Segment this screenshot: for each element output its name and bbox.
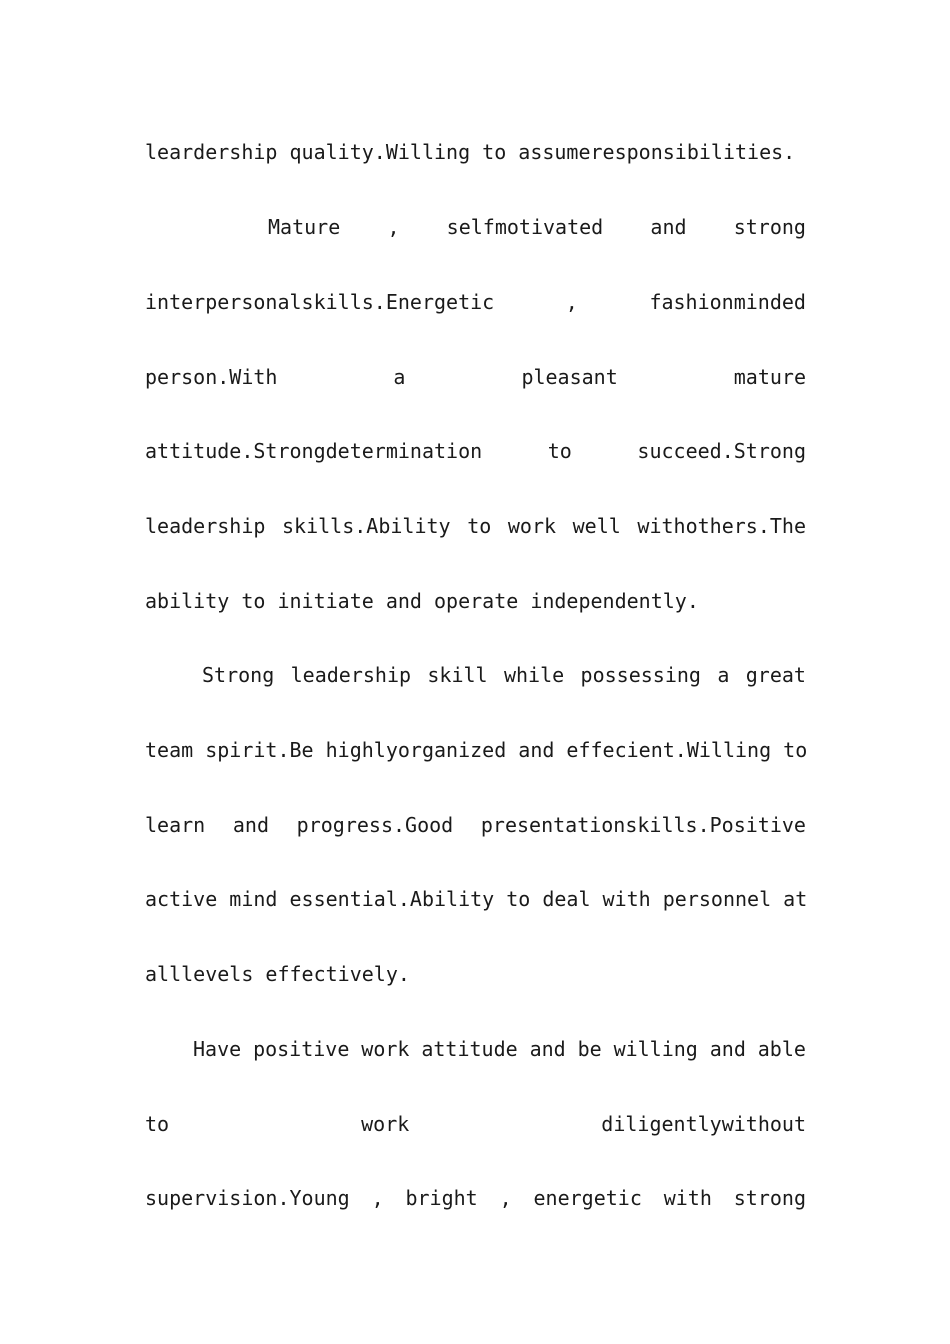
word: selfmotivated bbox=[446, 215, 604, 239]
word: to bbox=[547, 439, 572, 463]
word: and bbox=[709, 1037, 746, 1061]
word: supervision.Young bbox=[145, 1186, 350, 1210]
word: energetic bbox=[533, 1186, 642, 1210]
word: while bbox=[503, 663, 565, 687]
word: fashionminded bbox=[649, 290, 806, 314]
text-line-12: alllevels effectively. bbox=[145, 962, 410, 986]
word: with bbox=[663, 1186, 712, 1210]
word: attitude.Strongdetermination bbox=[145, 439, 483, 463]
word: , bbox=[499, 1186, 512, 1210]
word: a bbox=[393, 365, 406, 389]
word: work bbox=[361, 1112, 410, 1136]
text-line-15 bbox=[145, 1185, 806, 1211]
word: interpersonalskills.Energetic bbox=[145, 290, 495, 314]
word: skills.Ability bbox=[282, 514, 451, 538]
text-line-3 bbox=[145, 289, 806, 315]
word: strong bbox=[733, 1186, 806, 1210]
text-line-2 bbox=[145, 214, 806, 240]
word: presentationskills.Positive bbox=[480, 813, 806, 837]
word: person.With bbox=[145, 365, 278, 389]
word: pleasant bbox=[521, 365, 618, 389]
text-line-10 bbox=[145, 812, 806, 838]
word: well bbox=[572, 514, 621, 538]
word: skill bbox=[427, 663, 488, 687]
word: work bbox=[361, 1037, 410, 1061]
word: and bbox=[232, 813, 269, 837]
text-line-5 bbox=[145, 438, 806, 464]
text-line-8 bbox=[145, 662, 806, 688]
word: willing bbox=[613, 1037, 698, 1061]
word: leadership bbox=[145, 514, 266, 538]
word: progress.Good bbox=[296, 813, 454, 837]
word: Strong bbox=[202, 663, 275, 687]
word: , bbox=[387, 215, 400, 239]
text-line-7: ability to initiate and operate independently. bbox=[145, 589, 699, 613]
word: strong bbox=[733, 215, 806, 239]
word: Have bbox=[193, 1037, 242, 1061]
word: bright bbox=[405, 1186, 478, 1210]
word: diligentlywithout bbox=[601, 1112, 806, 1136]
text-line-13 bbox=[145, 1036, 806, 1062]
text-line-14 bbox=[145, 1111, 806, 1137]
word: mature bbox=[733, 365, 806, 389]
word: to bbox=[145, 1112, 170, 1136]
word: attitude bbox=[421, 1037, 518, 1061]
text-line-9: team spirit.Be highlyorganized and effecient.Willing to bbox=[145, 738, 808, 762]
word: able bbox=[757, 1037, 806, 1061]
text-line-1: leardership quality.Willing to assumeresponsibilities. bbox=[145, 140, 796, 164]
word: and bbox=[529, 1037, 566, 1061]
word: possessing bbox=[580, 663, 701, 687]
word: succeed.Strong bbox=[637, 439, 806, 463]
word: positive bbox=[253, 1037, 350, 1061]
word: great bbox=[745, 663, 806, 687]
text-line-4 bbox=[145, 364, 806, 390]
word: to bbox=[467, 514, 492, 538]
word: leadership bbox=[290, 663, 412, 687]
word: and bbox=[650, 215, 687, 239]
word: withothers.The bbox=[637, 514, 806, 538]
word: be bbox=[577, 1037, 602, 1061]
word: Mature bbox=[268, 215, 341, 239]
word: , bbox=[565, 290, 578, 314]
word: , bbox=[371, 1186, 384, 1210]
word: learn bbox=[145, 813, 206, 837]
text-line-6 bbox=[145, 513, 806, 539]
word: work bbox=[507, 514, 557, 538]
word: a bbox=[717, 663, 730, 687]
text-line-11: active mind essential.Ability to deal with personnel at bbox=[145, 887, 808, 911]
